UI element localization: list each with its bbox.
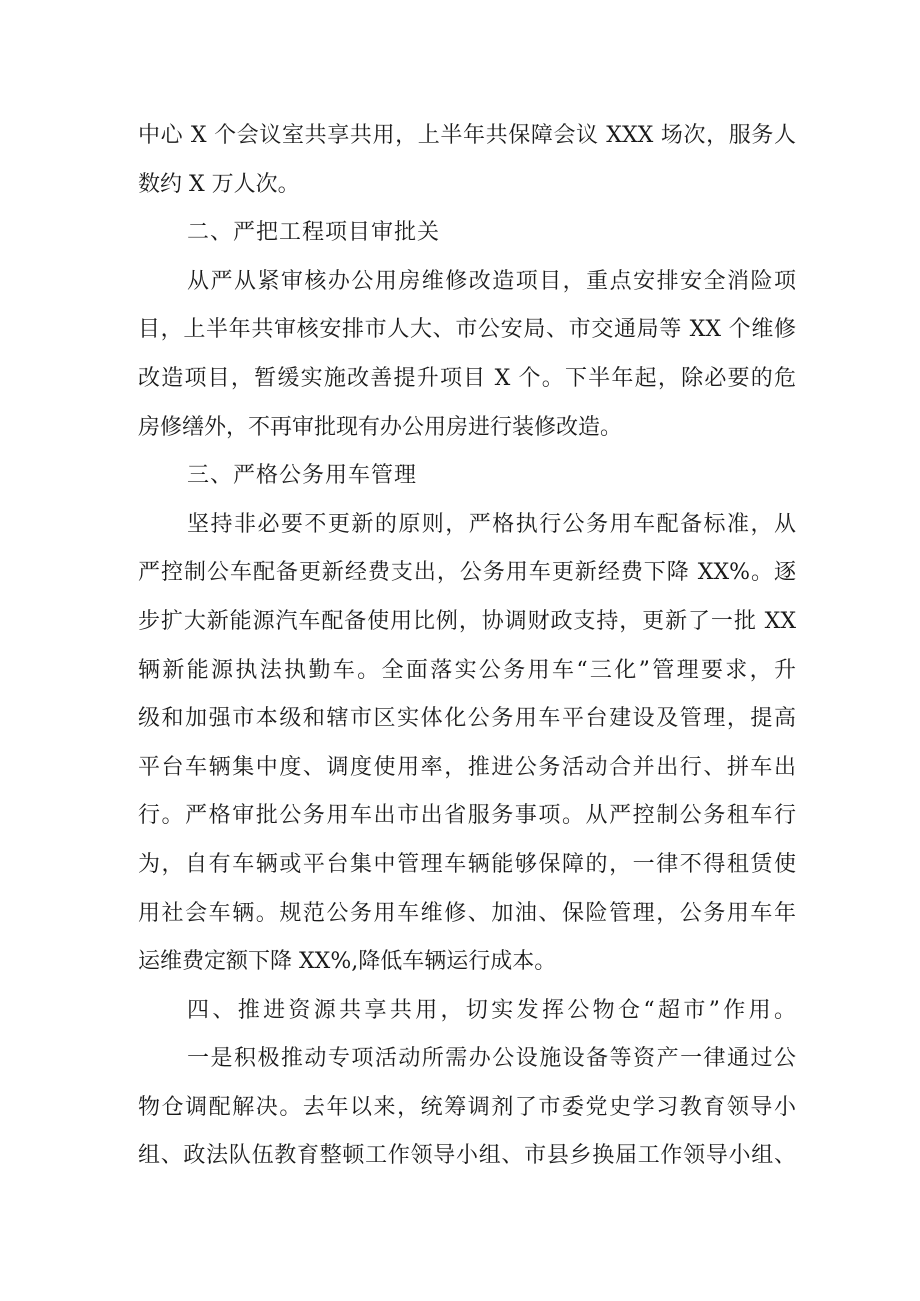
body-line: 步扩大新能源汽车配备使用比例，协调财政支持，更新了一批 XX [138, 608, 796, 634]
body-line: 辆新能源执法执勤车。全面落实公务用车“三化”管理要求，升 [138, 657, 796, 683]
document-body [138, 112, 796, 1181]
paragraph-first-line: 一是积极推动专项活动所需办公设施设备等资产一律通过公 [187, 1046, 796, 1072]
section-heading: 二、严把工程项目审批关 [187, 220, 441, 246]
section-heading: 三、严格公务用车管理 [187, 463, 418, 489]
body-line: 物仓调配解决。去年以来，统筹调剂了市委党史学习教育领导小 [138, 1094, 796, 1120]
body-line: 中心 X 个会议室共享共用，上半年共保障会议 XXX 场次，服务人 [138, 123, 796, 148]
body-line: 平台车辆集中度、调度使用率，推进公务活动合并出行、拼车出 [138, 754, 796, 780]
paragraph-first-line: 坚持非必要不更新的原则，严格执行公务用车配备标准，从 [187, 511, 796, 537]
paragraph-first-line: 从严从紧审核办公用房维修改造项目，重点安排安全消险项 [187, 268, 796, 294]
body-line: 数约 X 万人次。 [138, 171, 300, 197]
body-line: 用社会车辆。规范公务用车维修、加油、保险管理，公务用车年 [138, 900, 796, 926]
body-line: 改造项目，暂缓实施改善提升项目 X 个。下半年起，除必要的危 [138, 365, 796, 391]
body-line: 目，上半年共审核安排市人大、市公安局、市交通局等 XX 个维修 [138, 317, 796, 343]
body-line: 级和加强市本级和辖市区实体化公务用车平台建设及管理，提高 [138, 706, 796, 732]
body-line: 行。严格审批公务用车出市出省服务事项。从严控制公务租车行 [138, 803, 796, 829]
body-line: 为，自有车辆或平台集中管理车辆能够保障的，一律不得租赁使 [138, 851, 796, 877]
body-line: 运维费定额下降 XX%,降低车辆运行成本。 [138, 949, 557, 975]
body-line: 严控制公车配备更新经费支出，公务用车更新经费下降 XX%。逐 [138, 560, 796, 586]
section-heading: 四、推进资源共享共用，切实发挥公物仓“超市”作用。 [187, 997, 796, 1023]
body-line: 组、政法队伍教育整顿工作领导小组、市县乡换届工作领导小组、 [138, 1143, 796, 1169]
body-line: 房修缮外，不再审批现有办公用房进行装修改造。 [138, 414, 623, 440]
